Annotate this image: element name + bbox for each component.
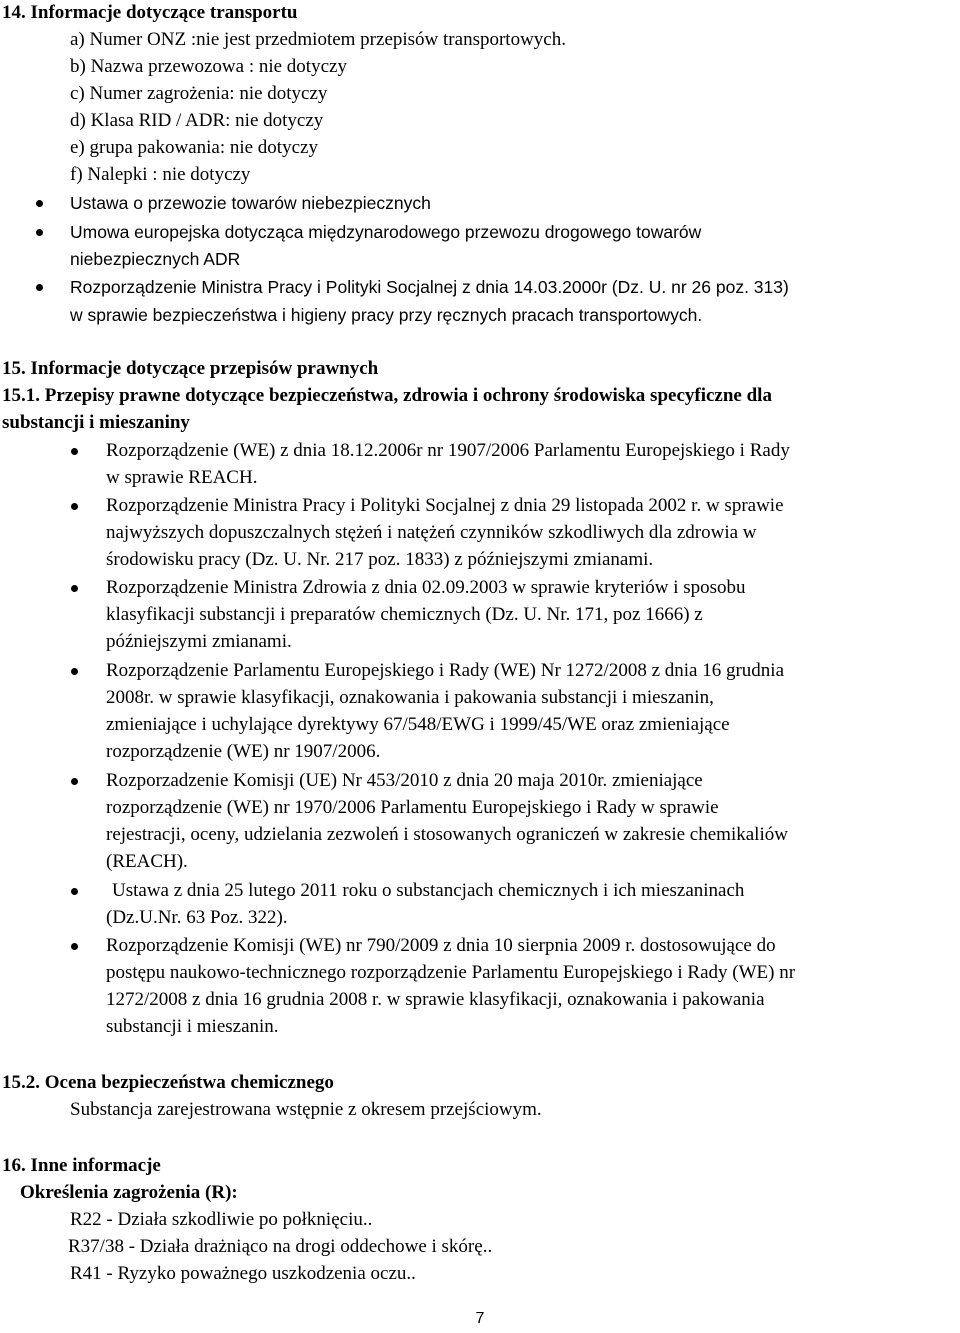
- transport-law-1: Ustawa o przewozie towarów niebezpiecznych: [70, 193, 431, 213]
- page-number: 7: [475, 1310, 485, 1327]
- bullet: [36, 200, 43, 207]
- section-15-2-heading: 15.2. Ocena bezpieczeństwa chemicznego: [2, 1072, 334, 1093]
- regulation-7-line-1: Rozporządzenie Komisji (WE) nr 790/2009 z dnia 10 sierpnia 2009 r. dostosowujące do: [106, 935, 776, 956]
- regulation-5-line-2: rozporządzenie (WE) nr 1970/2006 Parlamentu Europejskiego i Rady w sprawie: [106, 797, 719, 818]
- bullet: [36, 229, 43, 236]
- hazard-r37-38: R37/38 - Działa drażniąco na drogi oddechowe i skórę..: [68, 1236, 493, 1257]
- transport-item-e: e) grupa pakowania: nie dotyczy: [70, 137, 318, 158]
- regulation-1-line-1: Rozporządzenie (WE) z dnia 18.12.2006r nr 1907/2006 Parlamentu Europejskiego i Rady: [106, 440, 790, 461]
- transport-law-2-line-1: Umowa europejska dotycząca międzynarodowego przewozu drogowego towarów: [70, 222, 702, 242]
- bullet: [71, 668, 78, 675]
- transport-item-b: b) Nazwa przewozowa : nie dotyczy: [70, 56, 347, 77]
- section-15-1-heading-line-2: substancji i mieszaniny: [2, 412, 190, 433]
- section-15-1-heading-line-1: 15.1. Przepisy prawne dotyczące bezpieczeństwa, zdrowia i ochrony środowiska specyficzne dla: [2, 385, 772, 406]
- regulation-4-line-1: Rozporządzenie Parlamentu Europejskiego i Rady (WE) Nr 1272/2008 z dnia 16 grudnia: [106, 660, 784, 681]
- regulation-4-line-3: zmieniające i uchylające dyrektywy 67/548/EWG i 1999/45/WE oraz zmieniające: [106, 714, 730, 735]
- hazard-r22: R22 - Działa szkodliwie po połknięciu..: [70, 1209, 373, 1230]
- section-15-heading: 15. Informacje dotyczące przepisów prawnych: [2, 358, 379, 379]
- regulation-2-line-2: najwyższych dopuszczalnych stężeń i natężeń czynników szkodliwych dla zdrowia w: [106, 522, 757, 543]
- regulation-5-line-4: (REACH).: [106, 851, 188, 872]
- regulation-4-line-2: 2008r. w sprawie klasyfikacji, oznakowania i pakowania substancji i mieszanin,: [106, 687, 714, 708]
- regulation-3-line-2: klasyfikacji substancji i preparatów chemicznych (Dz. U. Nr. 171, poz 1666) z: [106, 604, 703, 625]
- transport-item-a: a) Numer ONZ :nie jest przedmiotem przepisów transportowych.: [70, 29, 566, 50]
- hazard-phrases-heading: Określenia zagrożenia (R):: [20, 1182, 238, 1203]
- transport-item-d: d) Klasa RID / ADR: nie dotyczy: [70, 110, 324, 131]
- regulation-3-line-3: późniejszymi zmianami.: [106, 631, 292, 652]
- regulation-2-line-1: Rozporządzenie Ministra Pracy i Polityki Socjalnej z dnia 29 listopada 2002 r. w sprawie: [106, 495, 784, 516]
- section-15-2-text: Substancja zarejestrowana wstępnie z okresem przejściowym.: [70, 1099, 542, 1120]
- transport-law-2-line-2: niebezpiecznych ADR: [70, 249, 241, 269]
- regulation-6-line-2: (Dz.U.Nr. 63 Poz. 322).: [106, 907, 288, 928]
- transport-item-f: f) Nalepki : nie dotyczy: [70, 164, 251, 185]
- regulation-5-line-3: rejestracji, oceny, udzielania zezwoleń i stosowanych ograniczeń w zakresie chemikaliów: [106, 824, 788, 845]
- hazard-r41: R41 - Ryzyko poważnego uszkodzenia oczu..: [70, 1263, 416, 1284]
- bullet: [71, 503, 78, 510]
- regulation-3-line-1: Rozporządzenie Ministra Zdrowia z dnia 02.09.2003 w sprawie kryteriów i sposobu: [106, 577, 746, 598]
- regulation-2-line-3: środowisku pracy (Dz. U. Nr. 217 poz. 1833) z późniejszymi zmianami.: [106, 549, 654, 570]
- bullet: [71, 888, 78, 895]
- bullet: [71, 585, 78, 592]
- bullet: [71, 943, 78, 950]
- transport-law-3-line-2: w sprawie bezpieczeństwa i higieny pracy przy ręcznych pracach transportowych.: [70, 305, 703, 325]
- section-14-heading: 14. Informacje dotyczące transportu: [2, 2, 298, 23]
- regulation-7-line-4: substancji i mieszanin.: [106, 1016, 279, 1037]
- regulation-7-line-3: 1272/2008 z dnia 16 grudnia 2008 r. w sprawie klasyfikacji, oznakowania i pakowania: [106, 989, 765, 1010]
- regulation-6-line-1: Ustawa z dnia 25 lutego 2011 roku o substancjach chemicznych i ich mieszaninach: [112, 880, 745, 901]
- regulation-4-line-4: rozporządzenie (WE) nr 1907/2006.: [106, 741, 381, 762]
- section-16-heading: 16. Inne informacje: [2, 1155, 161, 1176]
- regulation-7-line-2: postępu naukowo-technicznego rozporządzenie Parlamentu Europejskiego i Rady (WE) nr: [106, 962, 796, 983]
- transport-law-3-line-1: Rozporządzenie Ministra Pracy i Polityki Socjalnej z dnia 14.03.2000r (Dz. U. nr 26 poz. 313): [70, 277, 789, 297]
- bullet: [36, 284, 43, 291]
- bullet: [71, 448, 78, 455]
- regulation-5-line-1: Rozporzadzenie Komisji (UE) Nr 453/2010 z dnia 20 maja 2010r. zmieniające: [106, 770, 703, 791]
- regulation-1-line-2: w sprawie REACH.: [106, 467, 258, 488]
- bullet: [71, 778, 78, 785]
- transport-item-c: c) Numer zagrożenia: nie dotyczy: [70, 83, 328, 104]
